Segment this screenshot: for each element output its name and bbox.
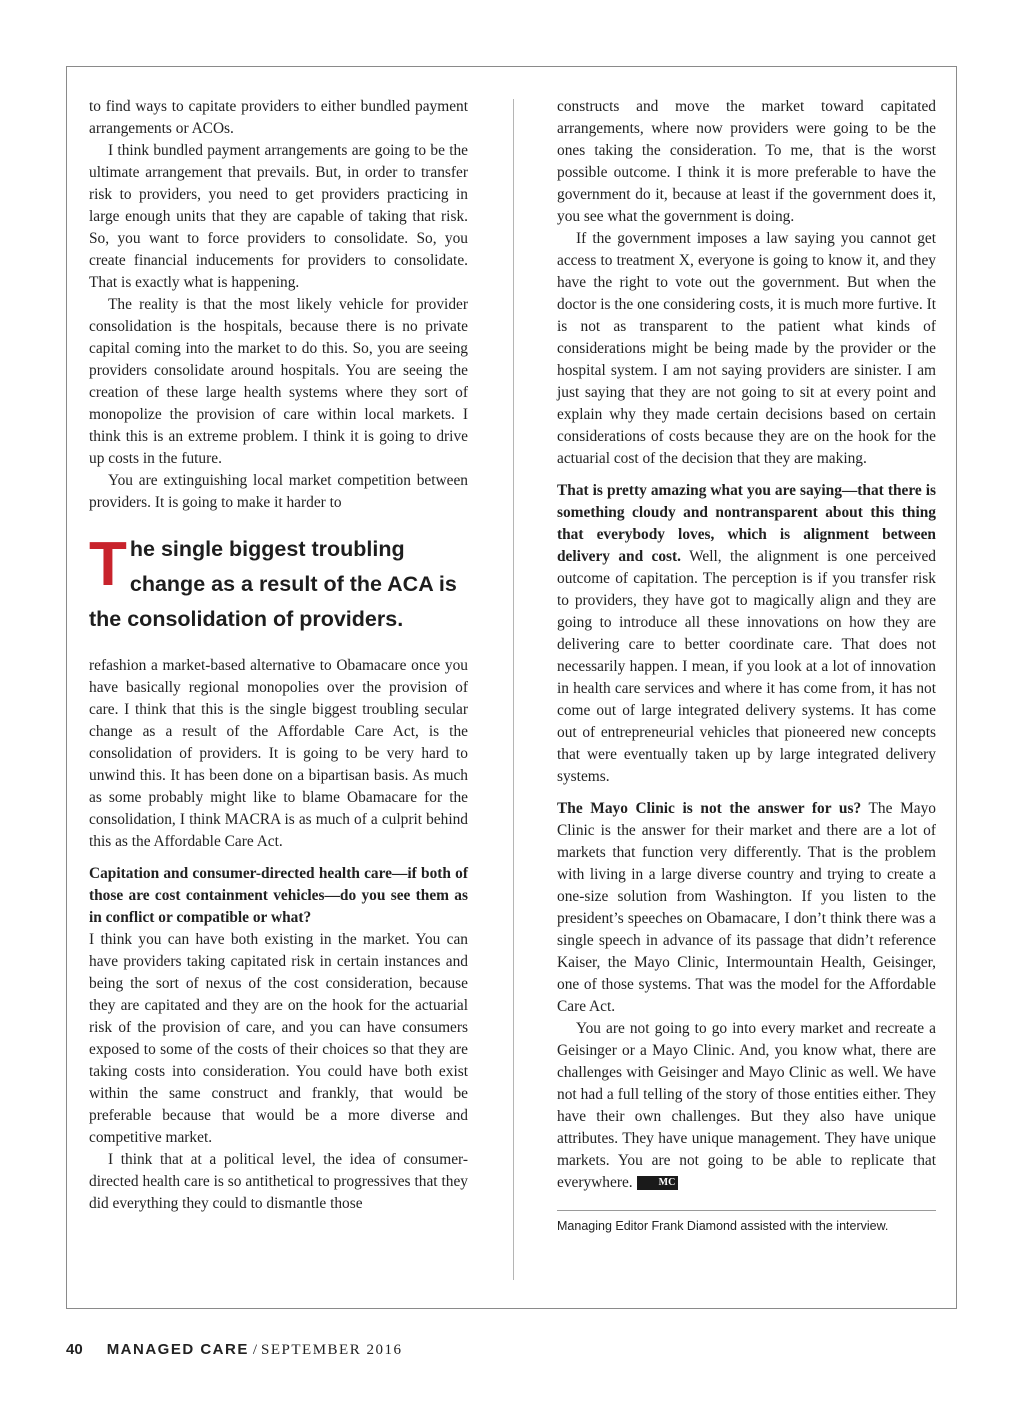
interview-answer: Well, the alignment is one perceived outcome of capitation. The perception is if you transfer risk to providers, they have got to magically align and they are going to introduce all these innovations on how they are delivering care to better coordinate care. That does not necessarily happen. I mean, if you look at a lot of innovation in health care services and where it has come from, it has not come out of large integrated delivery systems. It has come out of entrepreneurial vehicles that pioneered new concepts that were eventually taken up by large integrated delivery systems. [557,548,936,785]
footer-separator: / [252,1342,258,1358]
qa-block [89,863,468,1149]
paragraph: to find ways to capitate providers to either bundled payment arrangements or ACOs. [89,98,468,137]
paragraph: If the government imposes a law saying you cannot get access to treatment X, everyone is going to know it, and they have the right to vote out the government. But when the doctor is the one considering costs, it is much more furtive. It is not as transparent to the patient what kinds of considerations might be being made by the provider or the hospital system. I am not saying providers are sinister. I am just saying that they are not going to sit at every point and explain why they made certain decisions based on certain considerations of costs because they are on the hook for the actuarial cost of the decision that they are making. [557,230,936,467]
paragraph: refashion a market-based alternative to Obamacare once you have basically regional monopolies over the provision of care. I think that this is the single biggest troubling secular change as a result of the Affordable Care Act, is the consolidation of providers. It is going to be very hard to unwind this. It has been done on a bipartisan basis. As much as some probably might like to blame Obamacare for the consolidation, I think MACRA is as much of a culprit behind this as the Affordable Care Act. [89,657,468,850]
interview-question: Capitation and consumer-directed health care—if both of those are cost containment vehicles—do you see them as in conflict or compatible or what? [89,865,468,926]
interview-answer: The Mayo Clinic is the answer for their market and there are a lot of markets that function very differently. That is the problem with living in a large diverse country and trying to create a one-size solution from Washington. If you listen to the president’s speeches on Obamacare, I don’t think there was a single speech in advance of its passage that didn’t reference Kaiser, the Mayo Clinic, Intermountain Health, Geisinger, one of those systems. That was the model for the Affordable Care Act. [557,800,936,1015]
paragraph [557,1018,936,1194]
column-divider [513,99,514,1280]
interview-credit: Managing Editor Frank Diamond assisted with the interview. [557,1219,889,1233]
right-column [557,96,936,1235]
paragraph: constructs and move the market toward capitated arrangements, where now providers were going to be the ones taking the consideration. To me, that is the worst possible outcome. I think it is more preferable to have the government do it, because at least if the government does it, you see what the government is doing. [557,98,936,225]
paragraph-text: You are not going to go into every market and recreate a Geisinger or a Mayo Clinic. And, you know what, there are challenges with Geisinger and Mayo Clinic as well. We have not had a full telling of the story of those entities either. They have their own challenges. But they also have unique attributes. They have unique management. They have unique markets. You are not going to be able to replicate that everywhere. [557,1020,936,1191]
credit-divider [557,1210,936,1211]
left-column [89,96,468,1215]
drop-cap: T [89,530,127,599]
page-number: 40 [66,1341,83,1358]
paragraph: I think bundled payment arrangements are going to be the ultimate arrangement that prevails. But, in order to transfer risk to providers, you need to get providers practicing in large enough units that they are capable of taking that risk. So, you want to force providers to consolidate. So, you create financial inducements for providers to consolidate. That is exactly what is happening. [89,142,468,291]
qa-block [557,480,936,788]
end-mark-logo: MC [637,1176,679,1190]
interview-question: The Mayo Clinic is not the answer for us? [557,800,862,817]
paragraph: You are extinguishing local market competition between providers. It is going to make it harder to [89,472,468,511]
pull-quote-text: he single biggest troubling change as a result of the ACA is the consolidation of providers. [89,537,457,631]
interview-question: That is pretty amazing what you are saying—that there is something cloudy and nontransparent about this thing that everybody loves, which is alignment between delivery and cost. [557,482,936,565]
page-footer [66,1340,402,1360]
pull-quote [89,532,468,637]
issue-date: SEPTEMBER 2016 [261,1342,403,1358]
paragraph: I think that at a political level, the idea of consumer-directed health care is so antithetical to progressives that they did everything they could to dismantle those [89,1151,468,1212]
paragraph: The reality is that the most likely vehicle for provider consolidation is the hospitals, because there is no private capital coming into the market to do this. So, you are seeing providers consolidate around hospitals. You are seeing the creation of these large health systems where they sort of monopolize the provision of care within local markets. I think this is an extreme problem. I think it is going to drive up costs in the future. [89,296,468,467]
interview-answer: I think you can have both existing in the market. You can have providers taking capitated risk in certain instances and being the sort of nexus of the cost consideration, because they are capitated and they are on the hook for the actuarial risk of the provision of care, and you can have consumers exposed to some of the costs of their choices so that they are taking costs into consideration. You could have both exist within the same construct and frankly, that would be preferable because that would be a more diverse and competitive market. [89,931,468,1146]
publication-name: MANAGED CARE [106,1341,249,1358]
qa-block [557,798,936,1018]
